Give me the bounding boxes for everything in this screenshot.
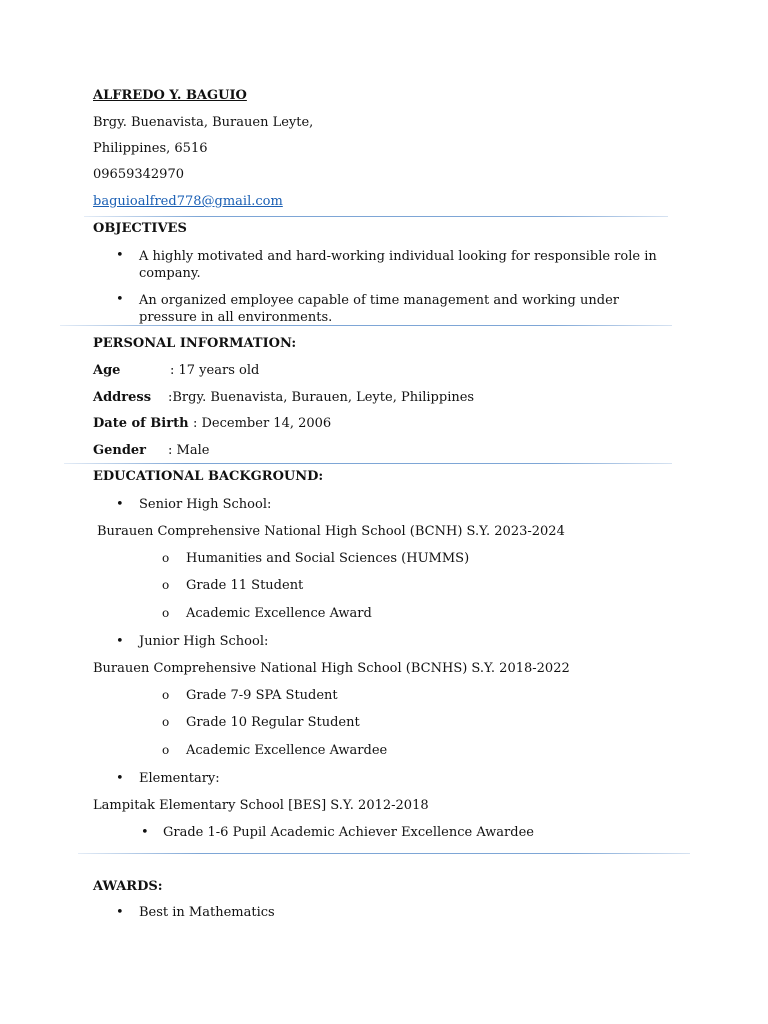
objective-item: A highly motivated and hard-working individual looking for responsible role in company. [139, 249, 657, 281]
address-value: :Brgy. Buenavista, Burauen, Leyte, Philippines [168, 390, 475, 405]
elem-school: Lampitak Elementary School [BES] S.Y. 2012-2018 [93, 798, 429, 813]
jhs-item: Grade 7-9 SPA Student [186, 688, 338, 703]
jhs-item: Academic Excellence Awardee [186, 743, 388, 758]
objective-item: An organized employee capable of time management and working under pressure in all environments. [139, 293, 619, 325]
jhs-item: Grade 10 Regular Student [186, 715, 360, 730]
circle-bullet-icon: o [162, 743, 170, 757]
address-line-1: Brgy. Buenavista, Burauen Leyte, [93, 115, 314, 130]
gender-value: : Male [168, 443, 210, 458]
circle-bullet-icon: o [162, 551, 170, 565]
bullet-icon: • [141, 825, 149, 840]
circle-bullet-icon: o [162, 578, 170, 592]
dob-value: : December 14, 2006 [193, 416, 332, 431]
bullet-icon: • [116, 634, 124, 649]
jhs-label: Junior High School: [139, 634, 269, 649]
circle-bullet-icon: o [162, 606, 170, 620]
section-divider [64, 463, 672, 464]
bullet-icon: • [116, 905, 124, 920]
age-value: : 17 years old [170, 363, 260, 378]
dob-label: Date of Birth [93, 416, 189, 431]
shs-item: Grade 11 Student [186, 578, 304, 593]
shs-school: Burauen Comprehensive National High School (BCNH) S.Y. 2023-2024 [97, 524, 565, 539]
education-heading: EDUCATIONAL BACKGROUND: [93, 469, 324, 484]
award-item: Best in Mathematics [139, 905, 275, 920]
address-label: Address [93, 390, 152, 405]
section-divider [60, 325, 672, 326]
shs-label: Senior High School: [139, 497, 272, 512]
objectives-heading: OBJECTIVES [93, 221, 187, 236]
applicant-name: ALFREDO Y. BAGUIO [93, 88, 247, 103]
circle-bullet-icon: o [162, 688, 170, 702]
section-divider [78, 853, 690, 854]
address-line-2: Philippines, 6516 [93, 141, 208, 156]
shs-item: Academic Excellence Award [186, 606, 372, 621]
section-divider [84, 216, 668, 217]
phone-number: 09659342970 [93, 167, 184, 182]
email-link[interactable]: baguioalfred778@gmail.com [93, 194, 283, 209]
bullet-icon: • [116, 292, 124, 307]
shs-item: Humanities and Social Sciences (HUMMS) [186, 551, 470, 566]
bullet-icon: • [116, 771, 124, 786]
jhs-school: Burauen Comprehensive National High School (BCNHS) S.Y. 2018-2022 [93, 661, 570, 676]
gender-label: Gender [93, 443, 147, 458]
circle-bullet-icon: o [162, 715, 170, 729]
personal-info-heading: PERSONAL INFORMATION: [93, 336, 297, 351]
awards-heading: AWARDS: [93, 879, 163, 894]
age-label: Age [93, 363, 121, 378]
bullet-icon: • [116, 248, 124, 263]
bullet-icon: • [116, 497, 124, 512]
elem-item: Grade 1-6 Pupil Academic Achiever Excellence Awardee [163, 825, 534, 840]
elem-label: Elementary: [139, 771, 220, 786]
